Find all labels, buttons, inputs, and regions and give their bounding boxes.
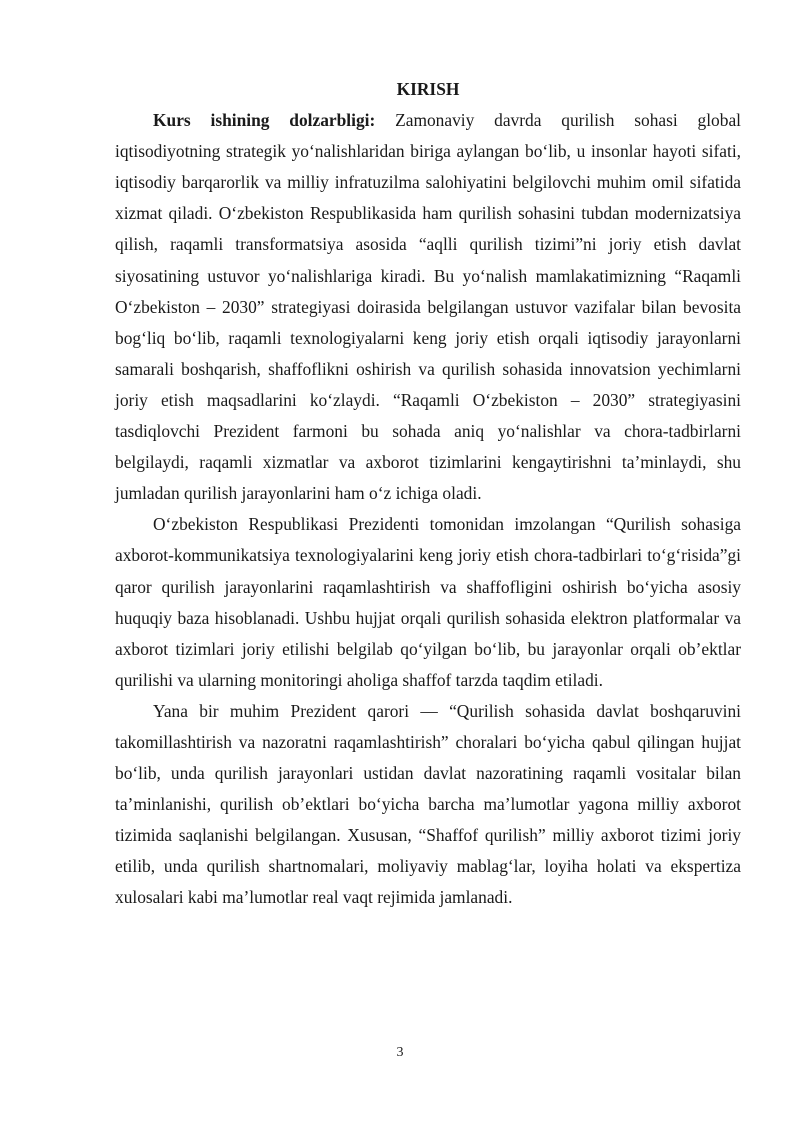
paragraph-resolution xyxy=(115,696,741,914)
paragraph-relevance xyxy=(115,105,741,509)
section-heading: KIRISH xyxy=(396,79,460,99)
paragraph-decree xyxy=(115,509,741,696)
paragraph-text: Zamonaviy davrda qurilish sohasi global iqtisodiyotning strategik yo‘nalishlaridan biriga aylangan bo‘lib, u insonlar hayoti sifati, iqtisodiy barqarorlik va milliy infratuzilma salohiyatini belgilovchi muhim omil sifatida xizmat qiladi. O‘zbekiston Respublikasida ham qurilish sohasini tubdan modernizatsiya qilish, raqamli transformatsiya asosida “aqlli qurilish tizimi”ni joriy etish davlat siyosatining ustuvor yo‘nalishlariga kiradi. Bu yo‘nalish mamlakatimizning “Raqamli O‘zbekiston – 2030” strategiyasi doirasida belgilangan ustuvor vazifalar bilan bevosita bog‘liq bo‘lib, raqamli texnologiyalarni keng joriy etish orqali iqtisodiy jarayonlarni samarali boshqarish, shaffoflikni oshirish va qurilish sohasida innovatsion yechimlarni joriy etish maqsadlarini ko‘zlaydi. “Raqamli O‘zbekiston – 2030” strategiyasini tasdiqlovchi Prezident farmoni bu sohada aniq yo‘nalishlar va chora-tadbirlarni belgilaydi, raqamli xizmatlar va axborot tizimlarini kengaytirishni ta’minlaydi, shu jumladan qurilish jarayonlarini ham o‘z ichiga oladi. xyxy=(115,110,742,504)
page-content xyxy=(115,74,741,914)
paragraph-lead: Kurs ishining dolzarbligi: xyxy=(153,110,376,131)
paragraph-text: Yana bir muhim Prezident qarori — “Qurilish sohasida davlat boshqaruvini takomillashtirish va nazoratni raqamlashtirish” choralari bo‘yicha qabul qilingan hujjat bo‘lib, unda qurilish jarayonlari ustidan davlat nazoratining raqamli vositalar bilan ta’minlanishi, qurilish ob’ektlari bo‘yicha barcha ma’lumotlar yagona milliy axborot tizimida saqlanishi belgilangan. Xususan, “Shaffof qurilish” milliy axborot tizimi joriy etilib, unda qurilish shartnomalari, moliyaviy mablag‘lar, loyiha holati va ekspertiza xulosalari kabi ma’lumotlar real vaqt rejimida jamlanadi. xyxy=(115,700,741,908)
paragraph-text: O‘zbekiston Respublikasi Prezidenti tomonidan imzolangan “Qurilish sohasiga axborot-kommunikatsiya texnologiyalarini keng joriy etish chora-tadbirlari to‘g‘risida”gi qaror qurilish jarayonlarini raqamlashtirish va shaffofligini oshirish bo‘yicha asosiy huquqiy baza hisoblanadi. Ushbu hujjat orqali qurilish sohasida elektron platformalar va axborot tizimlari joriy etilishi belgilab qo‘yilgan bo‘lib, bu jarayonlar orqali ob’ektlar qurilishi va ularning monitoringi aholiga shaffof tarzda taqdim etiladi. xyxy=(115,514,741,690)
page-number: 3 xyxy=(396,1045,404,1060)
